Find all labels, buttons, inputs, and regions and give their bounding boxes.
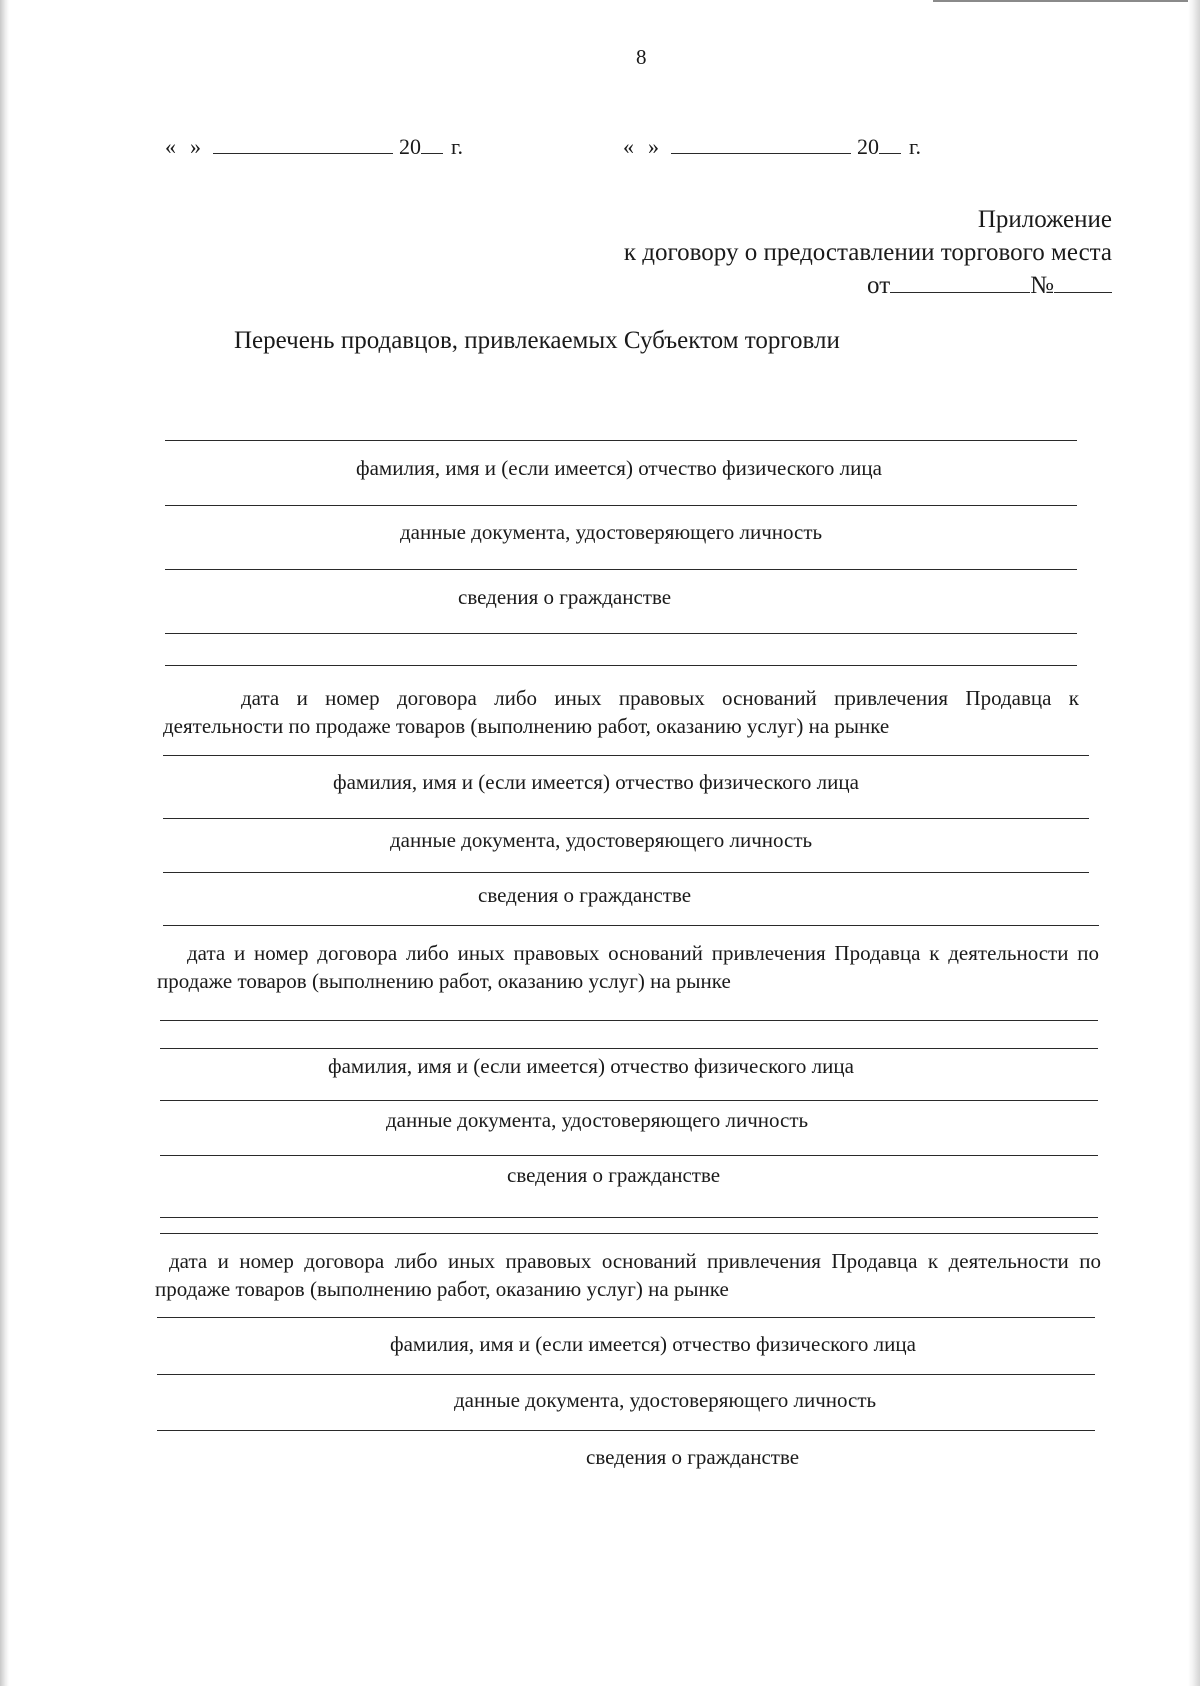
seller-3-contract-caption: дата и номер договора либо иных правовых оснований привлечения Продавца к деятельности по продаже товаров (выполнению работ, оказанию услуг) на рынке xyxy=(155,1249,1101,1301)
date-left-open-quote: « xyxy=(165,134,176,159)
date-left-year-blank xyxy=(421,153,443,154)
seller-1-contract-line-2 xyxy=(165,665,1077,666)
seller-2-contract-line xyxy=(163,925,1099,926)
annex-date-blank xyxy=(890,292,1030,293)
seller-1-document-caption: данные документа, удостоверяющего личность xyxy=(400,520,823,544)
seller-2-document-caption: данные документа, удостоверяющего личность xyxy=(390,828,813,852)
list-heading: Перечень продавцов, привлекаемых Субъектом торговли xyxy=(234,327,840,354)
seller-2-fio-line xyxy=(163,755,1089,756)
seller-3-fio-caption: фамилия, имя и (если имеется) отчество физического лица xyxy=(328,1054,854,1078)
date-right-day-month-blank xyxy=(671,153,851,154)
scan-edge-right xyxy=(1188,0,1200,1686)
date-left-year-prefix: 20 xyxy=(399,134,421,159)
annex-title: Приложение xyxy=(977,206,1112,233)
annex-from-label: от xyxy=(867,272,891,299)
seller-1-fio-line xyxy=(165,440,1077,441)
seller-1-contract-caption: дата и номер договора либо иных правовых оснований привлечения Продавца к деятельности по продаже товаров (выполнению работ, оказанию услуг) на рынке xyxy=(163,686,1079,738)
date-right-year-suffix: г. xyxy=(909,134,922,159)
date-left-year-suffix: г. xyxy=(451,134,464,159)
annex-number-blank xyxy=(1054,292,1112,293)
seller-4-fio-caption: фамилия, имя и (если имеется) отчество физического лица xyxy=(390,1332,916,1356)
seller-1-citizenship-line xyxy=(165,569,1077,570)
date-left-day-month-blank xyxy=(213,153,393,154)
seller-1-contract-line-1 xyxy=(165,633,1077,634)
date-right-year-blank xyxy=(879,153,901,154)
seller-2-document-line xyxy=(163,818,1089,819)
date-right xyxy=(623,136,921,158)
date-left xyxy=(165,136,463,158)
seller-3-document-caption: данные документа, удостоверяющего личность xyxy=(386,1108,809,1132)
annex-subtitle: к договору о предоставлении торгового места xyxy=(623,239,1112,266)
seller-2-citizenship-line xyxy=(163,872,1089,873)
seller-1-fio-caption: фамилия, имя и (если имеется) отчество физического лица xyxy=(356,456,882,480)
seller-3-line-1 xyxy=(160,1020,1098,1021)
seller-4-citizenship-caption: сведения о гражданстве xyxy=(586,1445,800,1469)
seller-4-document-caption: данные документа, удостоверяющего личность xyxy=(454,1388,877,1412)
seller-3-document-line xyxy=(160,1100,1098,1101)
seller-2-contract-caption: дата и номер договора либо иных правовых оснований привлечения Продавца к деятельности по продаже товаров (выполнению работ, оказанию услуг) на рынке xyxy=(157,941,1099,993)
seller-1-citizenship-caption: сведения о гражданстве xyxy=(458,585,672,609)
seller-4-citizenship-line xyxy=(157,1430,1095,1431)
annex-from-number xyxy=(867,273,1112,298)
seller-2-fio-caption: фамилия, имя и (если имеется) отчество физического лица xyxy=(333,770,859,794)
seller-3-citizenship-caption: сведения о гражданстве xyxy=(507,1163,721,1187)
annex-number-label: № xyxy=(1030,272,1054,299)
date-right-open-quote: « xyxy=(623,134,634,159)
page-number: 8 xyxy=(636,45,647,69)
scan-top-line xyxy=(933,0,1188,2)
date-right-year-prefix: 20 xyxy=(857,134,879,159)
seller-4-document-line xyxy=(157,1374,1095,1375)
scan-edge-left xyxy=(0,0,9,1686)
date-left-close-quote: » xyxy=(190,134,201,159)
seller-1-document-line xyxy=(165,505,1077,506)
date-right-close-quote: » xyxy=(648,134,659,159)
seller-3-contract-line-1 xyxy=(160,1217,1098,1218)
seller-2-citizenship-caption: сведения о гражданстве xyxy=(478,883,692,907)
seller-3-citizenship-line xyxy=(160,1155,1098,1156)
seller-4-fio-line xyxy=(157,1317,1095,1318)
seller-3-contract-line-2 xyxy=(160,1233,1098,1234)
seller-3-fio-line xyxy=(160,1048,1098,1049)
